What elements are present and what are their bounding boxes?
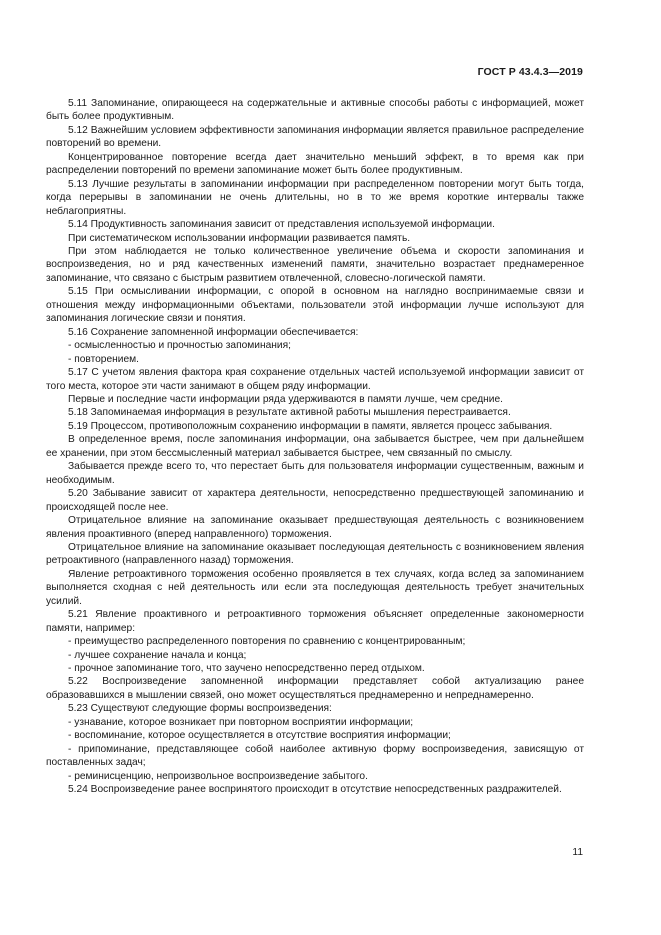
list-item: - прочное запоминание того, что заучено непосредственно перед отдыхом. <box>68 663 425 675</box>
list-item: - припоминание, представляющее собой наиболее активную форму воспроизведения, зависящую от поставленных задач; <box>46 743 584 769</box>
list-item: - преимущество распределенного повторения по сравнению с концентрированным; <box>68 636 466 648</box>
paragraph: Отрицательное влияние на запоминание оказывает последующая деятельность с возникновением явления ретроактивного (направленного назад) торможения. <box>46 541 584 567</box>
paragraph: При систематическом использовании информации развивается память. <box>68 232 411 244</box>
paragraph: 5.24 Воспроизведение ранее воспринятого происходит в отсутствие непосредственных раздражителей. <box>68 784 562 796</box>
paragraph: 5.17 С учетом явления фактора края сохранение отдельных частей используемой информации зависит от того места, которое эти части занимают в общем ряду информации. <box>46 367 584 392</box>
list-item: - реминисценцию, непроизвольное воспроизведение забытого. <box>68 770 368 782</box>
paragraph: Первые и последние части информации ряда удерживаются в памяти лучше, чем средние. <box>68 393 503 405</box>
paragraph: В определенное время, после запоминания информации, она забывается быстрее, чем при дальнейшем ее хранении, при этом бессмысленный материал забывается быстрее, чем связанный по смыслу. <box>46 434 584 459</box>
list-item: - лучшее сохранение начала и конца; <box>68 649 247 661</box>
page-number: 11 <box>572 847 583 858</box>
list-item: - воспоминание, которое осуществляется в отсутствие восприятия информации; <box>68 730 451 742</box>
paragraph: 5.15 При осмысливании информации, с опорой в основном на наглядно воспринимаемые связи и отношения между информационными объектами, пользователи этой информации лучше используют для запоминания логические связи и понятия. <box>46 286 584 325</box>
document-body <box>46 97 584 797</box>
list-item: - узнавание, которое возникает при повторном восприятии информации; <box>68 716 414 728</box>
paragraph: 5.19 Процессом, противоположным сохранению информации в памяти, является процесс забывания. <box>68 420 553 432</box>
paragraph: 5.21 Явление проактивного и ретроактивного торможения объясняет определенные закономерности памяти, например: <box>46 609 584 634</box>
list-item: - повторением. <box>68 353 139 365</box>
paragraph: Забывается прежде всего то, что перестает быть для пользователя информации существенным, важным и необходимым. <box>46 461 584 486</box>
paragraph: 5.12 Важнейшим условием эффективности запоминания информации является правильное распределение повторений во времени. <box>46 124 584 150</box>
list-item: - осмысленностью и прочностью запоминания; <box>68 340 291 352</box>
paragraph: Явление ретроактивного торможения особенно проявляется в тех случаях, когда вслед за запоминанием выполняется сходная с ней деятельность или если эта последующая деятельность требует значительных усилий. <box>46 568 584 607</box>
paragraph: 5.11 Запоминание, опирающееся на содержательные и активные способы работы с информацией, может быть более продуктивным. <box>46 98 584 123</box>
paragraph: Концентрированное повторение всегда дает значительно меньший эффект, в то время как при распределении повторений по времени запоминание может быть более продуктивным. <box>46 151 584 177</box>
paragraph: 5.23 Существуют следующие формы воспроизведения: <box>68 703 332 715</box>
paragraph: 5.13 Лучшие результаты в запоминании информации при распределенном повторении могут быть тогда, когда перерывы в запоминании не очень длительны, но в то же время короткие интервалы также неблагоприятны. <box>46 178 584 217</box>
paragraph: 5.20 Забывание зависит от характера деятельности, непосредственно предшествующей запоминанию и происходящей после нее. <box>46 488 584 513</box>
paragraph: 5.22 Воспроизведение запомненной информации представляет собой актуализацию ранее образовавшихся в мышлении связей, оно может осуществляться преднамеренно и непреднамеренно. <box>46 676 584 701</box>
paragraph: 5.18 Запоминаемая информация в результате активной работы мышления перестраивается. <box>68 407 511 419</box>
paragraph: При этом наблюдается не только количественное увеличение объема и скорости запоминания и воспроизведения, но и ряд качественных изменений памяти, значительно возрастает преднамеренное запоминание, что связано с быстрым развитием отвлеченной, словесно-логической памяти. <box>46 245 584 284</box>
paragraph: 5.16 Сохранение запомненной информации обеспечивается: <box>68 326 359 338</box>
paragraph: 5.14 Продуктивность запоминания зависит от представления используемой информации. <box>68 219 495 231</box>
document-code: ГОСТ Р 43.4.3—2019 <box>477 66 583 78</box>
paragraph: Отрицательное влияние на запоминание оказывает предшествующая деятельность с возникновением явления проактивного (вперед направленного) торможения. <box>46 515 584 540</box>
